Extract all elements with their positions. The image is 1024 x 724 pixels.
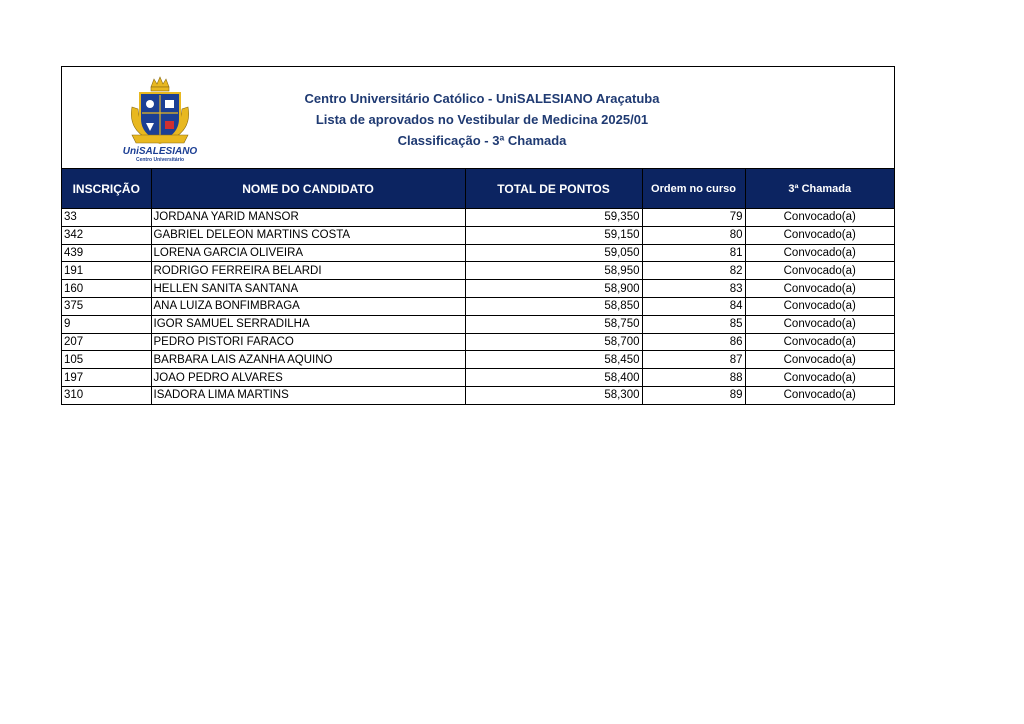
cell-status: Convocado(a)	[745, 209, 894, 227]
cell-pontos: 58,850	[465, 297, 642, 315]
cell-pontos: 58,450	[465, 351, 642, 369]
cell-inscricao: 197	[62, 369, 151, 387]
cell-ordem: 85	[642, 315, 745, 333]
cell-nome: JOAO PEDRO ALVARES	[151, 369, 465, 387]
cell-pontos: 58,750	[465, 315, 642, 333]
results-sheet	[61, 66, 895, 405]
cell-inscricao: 439	[62, 244, 151, 262]
cell-nome: BARBARA LAIS AZANHA AQUINO	[151, 351, 465, 369]
cell-nome: ISADORA LIMA MARTINS	[151, 386, 465, 403]
cell-nome: PEDRO PISTORI FARACO	[151, 333, 465, 351]
cell-nome: IGOR SAMUEL SERRADILHA	[151, 315, 465, 333]
col-header-inscricao: INSCRIÇÃO	[62, 169, 151, 209]
table-row	[62, 226, 894, 244]
cell-pontos: 59,350	[465, 209, 642, 227]
cell-status: Convocado(a)	[745, 244, 894, 262]
cell-inscricao: 375	[62, 297, 151, 315]
cell-status: Convocado(a)	[745, 333, 894, 351]
classification-title: Classificação - 3ª Chamada	[397, 133, 567, 148]
cell-pontos: 59,150	[465, 226, 642, 244]
sheet-header	[62, 67, 894, 169]
cell-status: Convocado(a)	[745, 280, 894, 298]
cell-inscricao: 310	[62, 386, 151, 403]
table-row	[62, 386, 894, 403]
table-header-row	[62, 169, 894, 209]
cell-status: Convocado(a)	[745, 386, 894, 403]
cell-ordem: 88	[642, 369, 745, 387]
institution-title: Centro Universitário Católico - UniSALESIANO Araçatuba	[304, 91, 660, 106]
svg-text:Centro Universitário: Centro Universitário	[135, 157, 185, 163]
cell-status: Convocado(a)	[745, 262, 894, 280]
cell-nome: HELLEN SANITA SANTANA	[151, 280, 465, 298]
table-row	[62, 315, 894, 333]
table-row	[62, 297, 894, 315]
cell-inscricao: 191	[62, 262, 151, 280]
table-row	[62, 280, 894, 298]
cell-status: Convocado(a)	[745, 315, 894, 333]
cell-inscricao: 342	[62, 226, 151, 244]
cell-pontos: 58,300	[465, 386, 642, 403]
table-row	[62, 333, 894, 351]
cell-status: Convocado(a)	[745, 297, 894, 315]
table-row	[62, 262, 894, 280]
table-row	[62, 209, 894, 227]
col-header-ordem: Ordem no curso	[642, 169, 745, 209]
cell-ordem: 82	[642, 262, 745, 280]
table-row	[62, 244, 894, 262]
cell-status: Convocado(a)	[745, 351, 894, 369]
svg-text:UniSALESIANO: UniSALESIANO	[122, 146, 198, 157]
cell-ordem: 87	[642, 351, 745, 369]
cell-ordem: 79	[642, 209, 745, 227]
cell-ordem: 83	[642, 280, 745, 298]
cell-inscricao: 33	[62, 209, 151, 227]
col-header-pontos: TOTAL DE PONTOS	[465, 169, 642, 209]
cell-pontos: 58,900	[465, 280, 642, 298]
candidates-table	[62, 169, 894, 404]
cell-ordem: 86	[642, 333, 745, 351]
cell-ordem: 84	[642, 297, 745, 315]
list-title: Lista de aprovados no Vestibular de Medicina 2025/01	[315, 112, 649, 127]
col-header-chamada: 3ª Chamada	[745, 169, 894, 209]
cell-pontos: 58,400	[465, 369, 642, 387]
table-row	[62, 351, 894, 369]
table-row	[62, 369, 894, 387]
cell-pontos: 58,950	[465, 262, 642, 280]
cell-status: Convocado(a)	[745, 369, 894, 387]
cell-ordem: 81	[642, 244, 745, 262]
cell-inscricao: 160	[62, 280, 151, 298]
unisalesiano-logo	[118, 73, 202, 163]
cell-nome: LORENA GARCIA OLIVEIRA	[151, 244, 465, 262]
cell-ordem: 89	[642, 386, 745, 403]
cell-ordem: 80	[642, 226, 745, 244]
cell-nome: JORDANA YARID MANSOR	[151, 209, 465, 227]
header-titles	[262, 88, 702, 151]
cell-inscricao: 207	[62, 333, 151, 351]
col-header-nome: NOME DO CANDIDATO	[151, 169, 465, 209]
cell-nome: ANA LUIZA BONFIMBRAGA	[151, 297, 465, 315]
cell-pontos: 58,700	[465, 333, 642, 351]
cell-nome: RODRIGO FERREIRA BELARDI	[151, 262, 465, 280]
cell-inscricao: 9	[62, 315, 151, 333]
cell-pontos: 59,050	[465, 244, 642, 262]
cell-nome: GABRIEL DELEON MARTINS COSTA	[151, 226, 465, 244]
cell-status: Convocado(a)	[745, 226, 894, 244]
cell-inscricao: 105	[62, 351, 151, 369]
